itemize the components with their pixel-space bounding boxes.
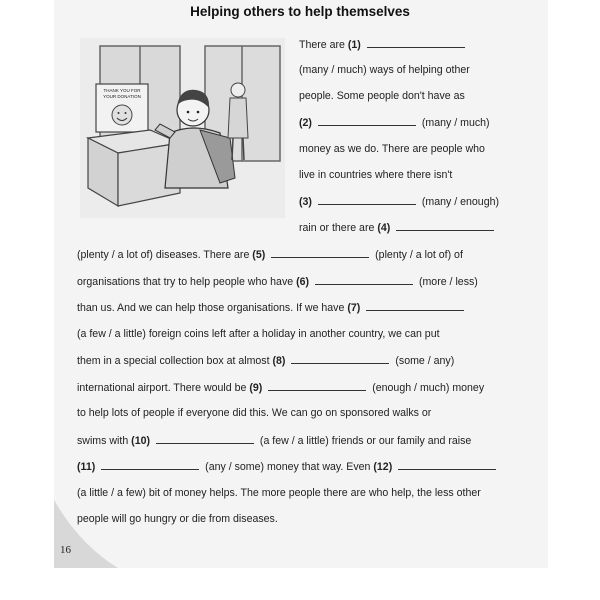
gap-number-8: (8) <box>272 355 286 367</box>
line-text: swims with <box>77 435 129 447</box>
line-text: (many / much) ways of helping other <box>299 64 470 76</box>
text-line-14 <box>77 381 484 394</box>
gap-number-4: (4) <box>377 222 391 234</box>
answer-blank-8[interactable] <box>291 354 389 364</box>
answer-blank-4[interactable] <box>396 221 494 231</box>
gap-number-6: (6) <box>296 276 310 288</box>
gap-number-3: (3) <box>299 196 312 208</box>
line-text: (a little / a few) bit of money helps. The more people there are who help, the less other <box>77 487 481 499</box>
line-text: (a few / a little) foreign coins left after a holiday in another country, we can put <box>77 328 440 340</box>
answer-blank-3[interactable] <box>318 195 416 205</box>
line-text: organisations that try to help people who have <box>77 276 294 288</box>
line-text: (some / any) <box>395 355 455 367</box>
line-text: to help lots of people if everyone did this. We can go on sponsored walks or <box>77 407 432 419</box>
text-line-1 <box>299 38 468 51</box>
line-text: (enough / much) money <box>372 382 485 394</box>
line-text: money as we do. There are people who <box>299 143 485 155</box>
gap-number-9: (9) <box>249 382 263 394</box>
line-text: than us. And we can help those organisations. If we have <box>77 302 345 314</box>
line-text: (plenty / a lot of) diseases. There are <box>77 249 250 261</box>
line-text: live in countries where there isn't <box>299 169 453 181</box>
text-line-10 <box>77 275 478 288</box>
text-line-11 <box>77 301 467 314</box>
gap-number-10: (10) <box>131 435 151 447</box>
text-line-3 <box>299 90 465 102</box>
answer-blank-6[interactable] <box>315 275 413 285</box>
donation-illustration <box>80 38 285 218</box>
line-text: There are <box>299 39 345 51</box>
text-line-18 <box>77 487 481 499</box>
svg-text:THANK YOU FOR: THANK YOU FOR <box>103 88 141 93</box>
gap-number-2: (2) <box>299 117 312 129</box>
text-line-9 <box>77 248 463 261</box>
answer-blank-1[interactable] <box>367 38 465 48</box>
text-line-15 <box>77 407 431 419</box>
text-line-19 <box>77 513 278 525</box>
text-line-16 <box>77 434 471 447</box>
page-number: 16 <box>60 544 71 556</box>
gap-number-1: (1) <box>347 39 361 51</box>
line-text: (plenty / a lot of) of <box>375 249 463 261</box>
line-text: (many / much) <box>421 117 490 129</box>
text-line-5 <box>299 143 485 155</box>
line-text: (any / some) money that way. Even <box>205 461 371 473</box>
gap-number-7: (7) <box>347 302 361 314</box>
answer-blank-12[interactable] <box>398 460 496 470</box>
line-text: international airport. There would be <box>77 382 247 394</box>
line-text: people. Some people don't have as <box>299 90 465 102</box>
text-line-2 <box>299 64 470 76</box>
text-line-7 <box>299 195 499 208</box>
text-line-8 <box>299 221 497 234</box>
svg-text:YOUR DONATION: YOUR DONATION <box>103 94 141 99</box>
gap-number-5: (5) <box>252 249 266 261</box>
line-text: (a few / a little) friends or our family and raise <box>259 435 472 447</box>
text-line-6 <box>299 169 452 181</box>
line-text: (more / less) <box>418 276 478 288</box>
answer-blank-5[interactable] <box>271 248 369 258</box>
answer-blank-2[interactable] <box>318 116 416 126</box>
answer-blank-10[interactable] <box>156 434 254 444</box>
answer-blank-7[interactable] <box>366 301 464 311</box>
line-text: people will go hungry or die from diseases. <box>77 513 278 525</box>
line-text: rain or there are <box>299 222 375 234</box>
text-line-4 <box>299 116 490 129</box>
gap-number-12: (12) <box>373 461 393 473</box>
line-text: (many / enough) <box>421 196 500 208</box>
text-line-13 <box>77 354 454 367</box>
text-line-17 <box>77 460 499 473</box>
answer-blank-11[interactable] <box>101 460 199 470</box>
text-line-12 <box>77 328 440 340</box>
answer-blank-9[interactable] <box>268 381 366 391</box>
page-title: Helping others to help themselves <box>190 4 410 19</box>
gap-number-11: (11) <box>77 461 96 473</box>
line-text: them in a special collection box at almost <box>77 355 270 367</box>
